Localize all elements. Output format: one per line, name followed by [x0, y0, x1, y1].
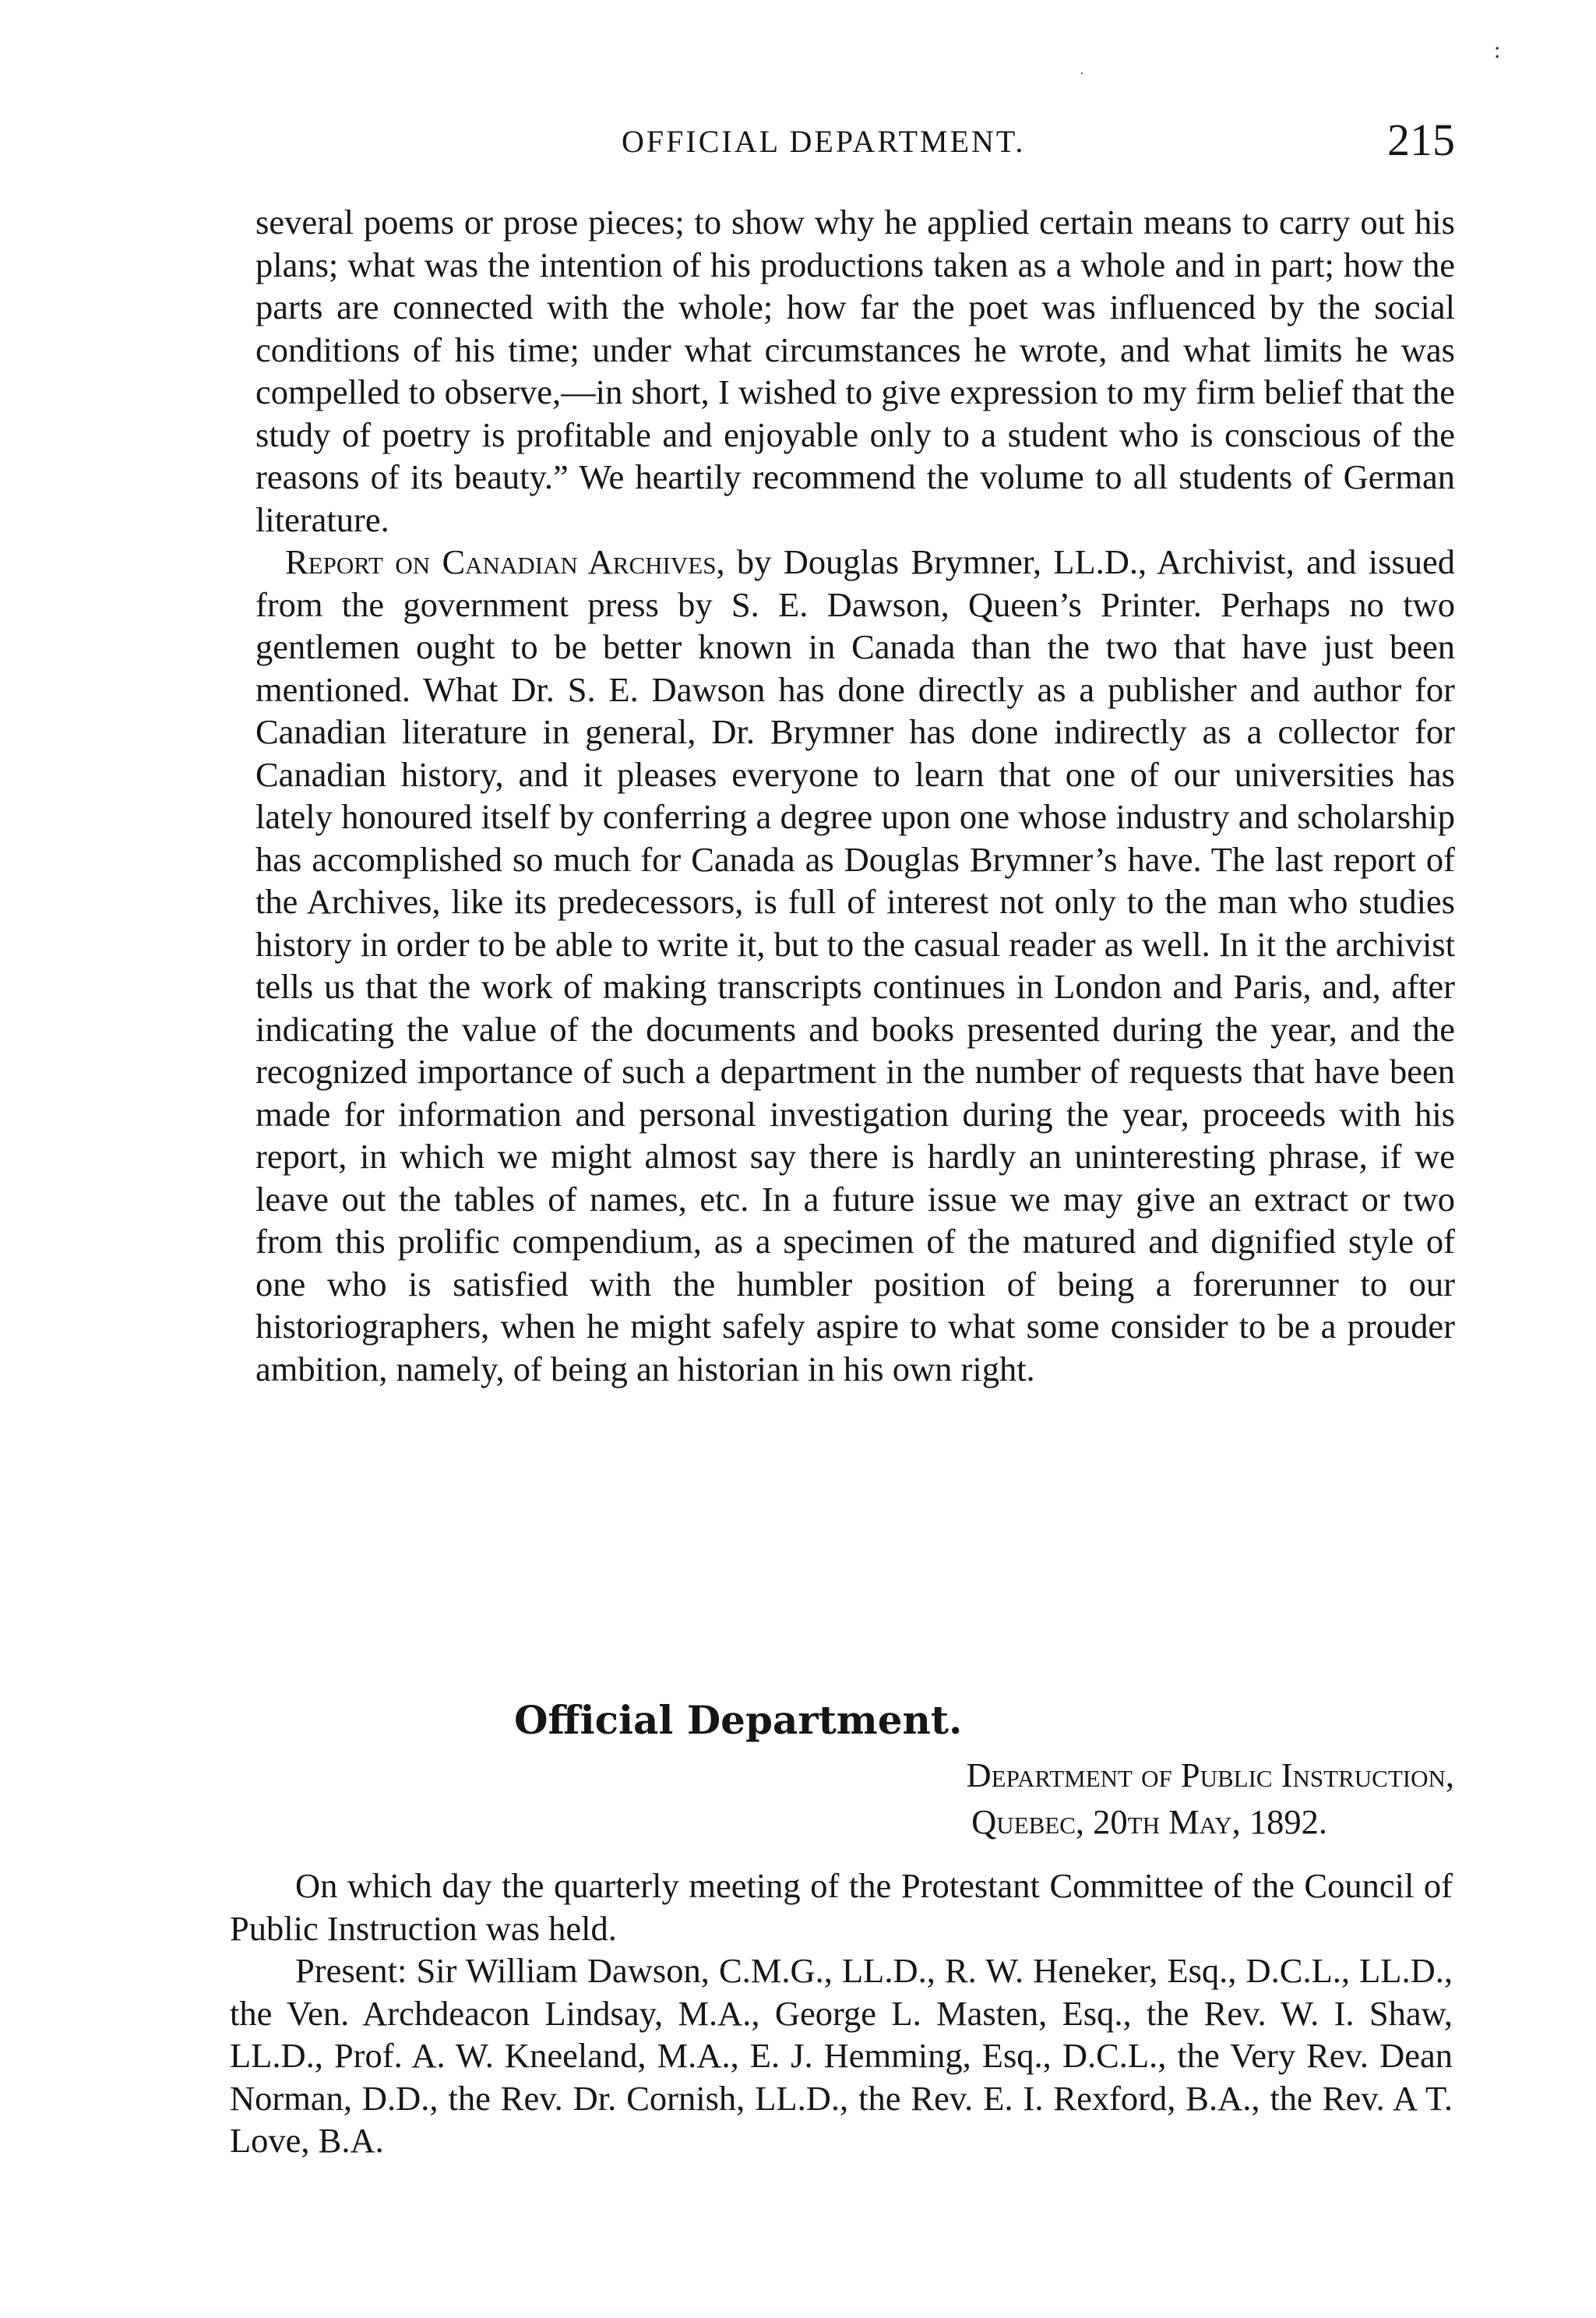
- meeting-minutes: [230, 1865, 1453, 2162]
- running-title: OFFICIAL DEPARTMENT.: [622, 124, 1026, 159]
- paragraph-archives-report: [255, 541, 1455, 1390]
- running-head: [255, 115, 1455, 178]
- dateline-place-date: Quebec, 20th May, 1892.: [971, 1802, 1327, 1841]
- review-title: Report on Canadian Archives,: [285, 542, 725, 581]
- minutes-paragraph-meeting: On which day the quarterly meeting of the Protestant Committee of the Council of Public Instruction was held.: [230, 1866, 1453, 1948]
- scan-speck: :: [1494, 37, 1501, 63]
- section-heading: Official Department.: [514, 1697, 963, 1743]
- dateline-department: Department of Public Instruction,: [966, 1755, 1454, 1794]
- article-body: [255, 201, 1455, 1390]
- minutes-paragraph-present: Present: Sir William Dawson, C.M.G., LL.D., R. W. Heneker, Esq., D.C.L., LL.D., the Ven. Archdeacon Lindsay, M.A., George L. Masten, Esq., the Rev. W. I. Shaw, LL.D., Prof. A. W. Kneeland, M.A., E. J. Hemming, Esq., D.C.L., the Very Rev. Dean Norman, D.D., the Rev. Dr. Cornish, LL.D., the Rev. E. I. Rexford, B.A., the Rev. A T. Love, B.A.: [230, 1951, 1453, 2160]
- page-number: 215: [1387, 115, 1455, 165]
- scan-speck: ·: [1080, 65, 1084, 81]
- review-text: by Douglas Brymner, LL.D., Archivist, and issued from the government press by S. E. Dawson, Queen’s Printer. Perhaps no two gentlemen ought to be better known in Canada than the two that have just been mentioned. What Dr. S. E. Dawson has done directly as a publisher and author for Canadian literature in general, Dr. Brymner has done indirectly as a collector for Canadian history, and it pleases everyone to learn that one of our universities has lately honoured itself by conferring a degree upon one whose industry and scholarship has accomplished so much for Canada as Douglas Brymner’s have. The last report of the Archives, like its predecessors, is full of interest not only to the man who studies history in order to be able to write it, but to the casual reader as well. In it the archivist tells us that the work of making transcripts continues in London and Paris, and, after indicating the value of the documents and books presented during the year, and the recognized importance of such a department in the number of requests that have been made for information and personal investigation during the year, proceeds with his report, in which we might almost say there is hardly an uninteresting phrase, if we leave out the tables of names, etc. In a future issue we may give an extract or two from this prolific compendium, as a specimen of the matured and dignified style of one who is satisfied with the humbler position of being a forerunner to our historiographers, when he might safely aspire to what some consider to be a prouder ambition, namely, of being an historian in his own right.: [255, 542, 1455, 1388]
- paragraph-continued: several poems or prose pieces; to show why he applied certain means to carry out his plans; what was the intention of his productions taken as a whole and in part; how the parts are connected with the whole; how far the poet was influenced by the social conditions of his time; under what circumstances he wrote, and what limits he was compelled to observe,—in short, I wished to give expression to my firm belief that the study of poetry is profitable and enjoyable only to a student who is conscious of the reasons of its beauty.” We heartily recommend the volume to all students of German literature.: [255, 203, 1455, 539]
